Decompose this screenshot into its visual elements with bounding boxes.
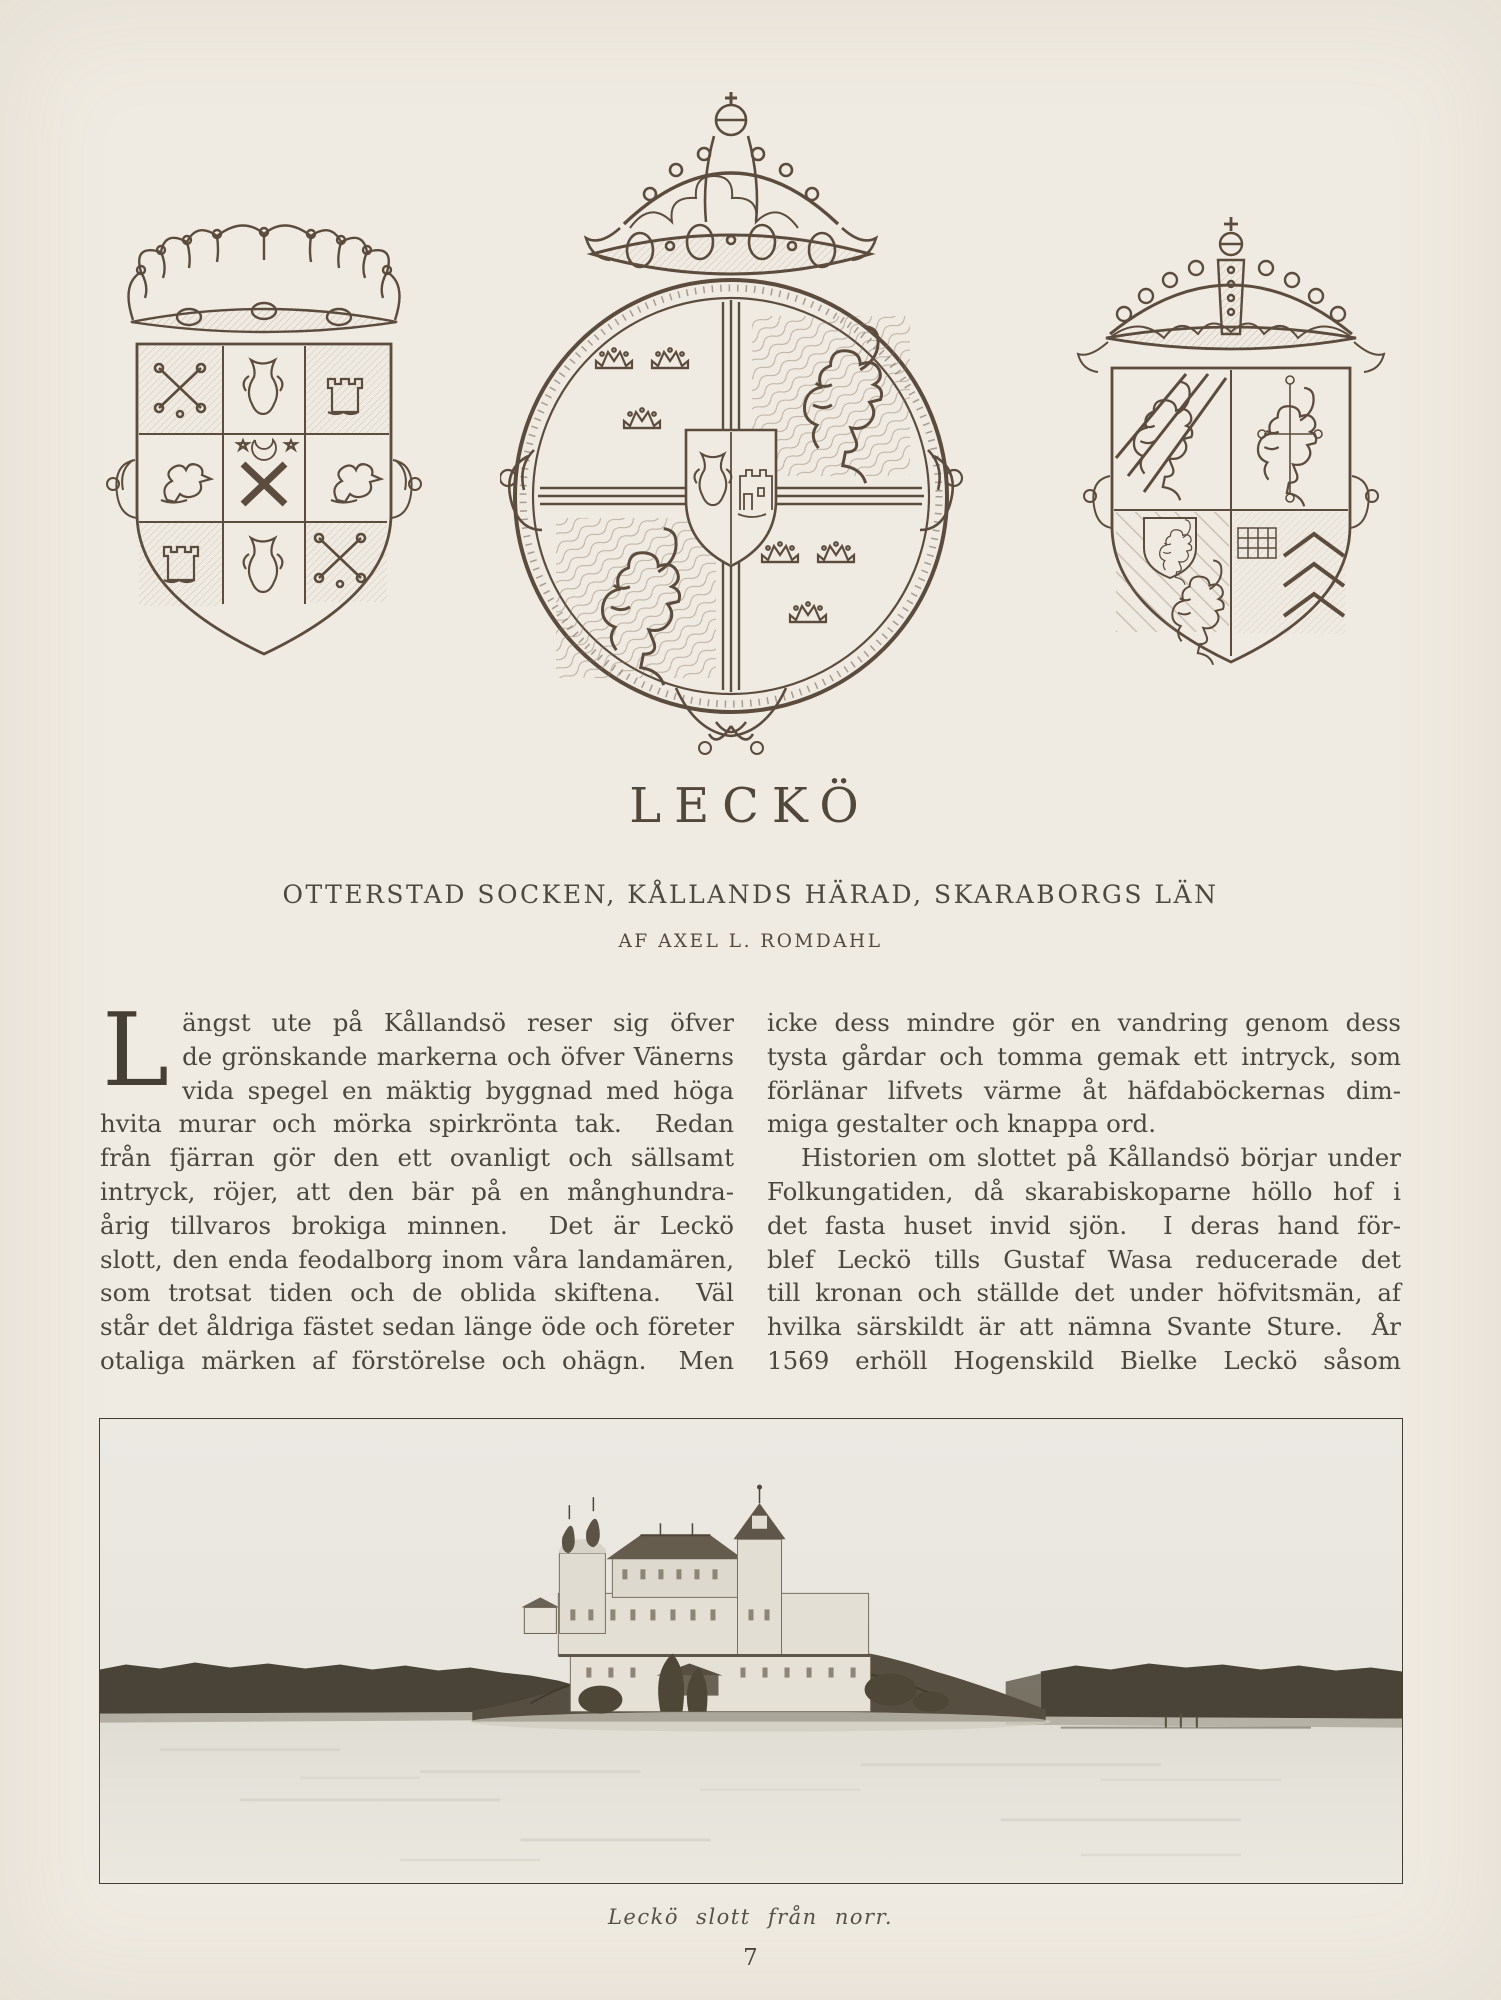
three-crowns-first-quarter — [596, 348, 688, 428]
text-line: Historien om slottet på Kållandsö börjar under — [801, 1143, 1401, 1173]
text-line: Folkungatiden, då skarabiskoparne höllo hof i — [767, 1176, 1401, 1206]
text-line: till kronan och ställde det under höfvitsmän, af — [767, 1278, 1401, 1308]
text-line: ängst ute på Kållandsö reser sig öfver — [182, 1008, 734, 1037]
princely-crown — [1078, 217, 1384, 372]
scroll-handles — [107, 460, 421, 518]
text-line: förlänar lifvets värme åt häfdaböckernas dim- — [767, 1075, 1401, 1105]
text-line: hvilka särskildt är att nämna Svante Sture. År — [767, 1312, 1401, 1342]
right-coat-of-arms-illustration — [1068, 208, 1394, 698]
byline: AF AXEL L. ROMDAHL — [618, 931, 883, 952]
text-line: intryck, röjer, att den bär på en månghundra- — [100, 1176, 734, 1206]
text-line: de grönskande markerna och öfver Vänerns — [182, 1041, 734, 1071]
three-crowns-fourth-quarter — [762, 542, 854, 622]
left-coat-of-arms-illustration — [103, 222, 425, 660]
text-line: som trotsat tiden och de oblida skiftena. Väl — [100, 1278, 734, 1308]
text-line: årig tillvaros brokiga minnen. Det är Leckö — [100, 1210, 734, 1240]
article-text — [100, 991, 1402, 1378]
page-title: LECKÖ — [629, 778, 872, 834]
bendy-with-escutcheon-quarter — [1116, 512, 1229, 665]
text-column-left — [100, 991, 734, 1378]
text-line: står det åldriga fästet sedan länge öde och företer — [100, 1312, 734, 1342]
chevrons-and-grid-quarter — [1234, 512, 1346, 634]
text-line: från fjärran gör den ett ovanligt och sällsamt — [100, 1143, 734, 1173]
lion-third-quarter — [556, 518, 716, 685]
coronet — [129, 225, 400, 332]
castle-photo-illustration — [100, 1419, 1402, 1883]
text-line: otaliga märken af förstörelse och ohägn. Men — [100, 1345, 734, 1375]
text-line: vida spegel en mäktig byggnad med höga — [182, 1075, 734, 1105]
text-column-right — [767, 1006, 1401, 1378]
text-line: 1569 erhöll Hogenskild Bielke Leckö såsom — [767, 1345, 1401, 1375]
text-line: miga gestalter och knappa ord. — [767, 1109, 1156, 1139]
drop-cap: L — [102, 991, 170, 1109]
subtitle: OTTERSTAD SOCKEN, KÅLLANDS HÄRAD, SKARABORGS LÄN — [282, 880, 1219, 909]
page-number: 7 — [743, 1945, 758, 1971]
text-line: tysta gårdar och tomma gemak ett intryck, som — [767, 1041, 1401, 1071]
text-line: blef Leckö tills Gustaf Wasa reducerade det — [767, 1244, 1401, 1274]
center-coat-of-arms-illustration — [500, 58, 966, 764]
shield — [107, 344, 421, 654]
text-line: hvita murar och mörka spirkrönta tak. Redan — [100, 1109, 734, 1139]
lion-with-cross-quarter — [1258, 376, 1322, 506]
castle-photograph — [99, 1418, 1403, 1884]
text-line: icke dess mindre gör en vandring genom dess — [767, 1008, 1401, 1037]
royal-crown — [586, 92, 876, 274]
text-line: slott, den enda feodalborg inom våra landamären, — [100, 1244, 734, 1274]
photo-caption: Leckö slott från norr. — [607, 1905, 893, 1929]
lion-over-bends-quarter — [1116, 374, 1226, 500]
text-line: det fasta huset invid sjön. I deras hand för- — [767, 1210, 1401, 1240]
